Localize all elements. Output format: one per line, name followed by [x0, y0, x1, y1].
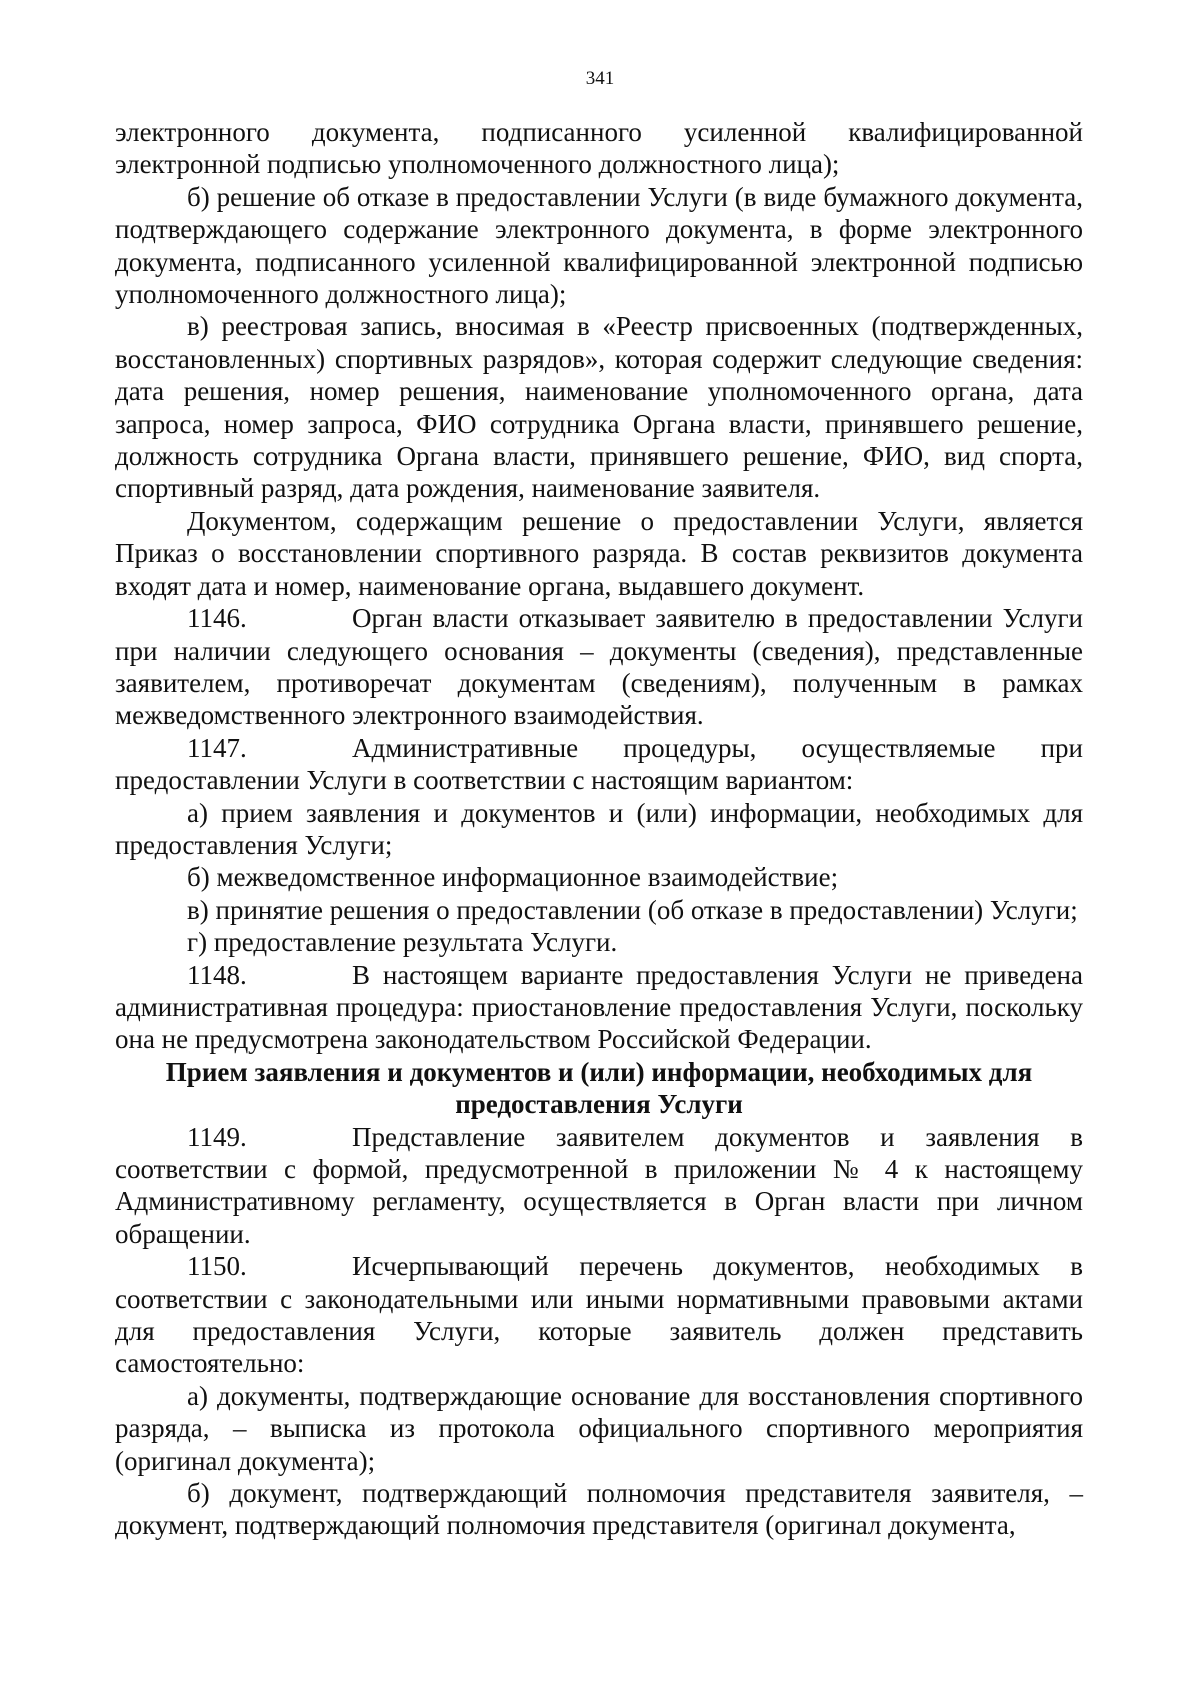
- paragraph-text: В настоящем варианте предоставления Услуги не приведена административная процедура: приостановление предоставления Услуги, поскольку она не предусмотрена законодательством Российской Федерации.: [115, 959, 1083, 1055]
- paragraph-number: 1150.: [187, 1251, 247, 1282]
- numbered-paragraph: [115, 1121, 1083, 1251]
- paragraph: а) прием заявления и документов и (или) информации, необходимых для предоставления Услуги;: [115, 797, 1083, 860]
- paragraph-text: Административные процедуры, осуществляемые при предоставлении Услуги в соответствии с настоящим вариантом:: [115, 732, 1083, 796]
- document-body: [115, 116, 1083, 1542]
- paragraph-number: 1146.: [187, 603, 247, 634]
- top-paragraphs: [115, 116, 1083, 1056]
- numbered-paragraph: [115, 732, 1083, 797]
- paragraph-number: 1148.: [187, 959, 247, 990]
- numbered-paragraph: [115, 602, 1083, 732]
- paragraph-text: Представление заявителем документов и заявления в соответствии с формой, предусмотренной в приложении № 4 к настоящему Административному регламенту, осуществляется в Орган власти при личном обращении.: [115, 1121, 1083, 1249]
- paragraph: в) реестровая запись, вносимая в «Реестр присвоенных (подтвержденных, восстановленных) спортивных разрядов», которая содержит следующие сведения: дата решения, номер решения, наименование уполномоченного органа, дата запроса, номер запроса, ФИО сотрудника Органа власти, принявшего решение, должность сотрудника Органа власти, принявшего решение, ФИО, вид спорта, спортивный разряд, дата рождения, наименование заявителя.: [115, 311, 1083, 504]
- bottom-paragraphs: [115, 1121, 1083, 1542]
- paragraph-text: Исчерпывающий перечень документов, необходимых в соответствии с законодательными или иными нормативными правовыми актами для предоставления Услуги, которые заявитель должен представить самостоятельно:: [115, 1251, 1083, 1379]
- paragraph: б) документ, подтверждающий полномочия представителя заявителя, – документ, подтверждающий полномочия представителя (оригинал документа,: [115, 1478, 1083, 1541]
- section-heading: Прием заявления и документов и (или) информации, необходимых для предоставления Услуги: [165, 1056, 1033, 1120]
- numbered-paragraph: [115, 1250, 1083, 1380]
- paragraph-number: 1147.: [187, 732, 247, 763]
- paragraph: б) межведомственное информационное взаимодействие;: [187, 862, 839, 893]
- paragraph: а) документы, подтверждающие основание для восстановления спортивного разряда, – выписка из протокола официального спортивного мероприятия (оригинал документа);: [115, 1380, 1083, 1476]
- numbered-paragraph: [115, 959, 1083, 1056]
- paragraph: Документом, содержащим решение о предоставлении Услуги, является Приказ о восстановлении спортивного разряда. В состав реквизитов документа входят дата и номер, наименование органа, выдавшего документ.: [115, 505, 1083, 601]
- paragraph: в) принятие решения о предоставлении (об отказе в предоставлении) Услуги;: [187, 894, 1078, 925]
- paragraph-number: 1149.: [187, 1121, 247, 1152]
- paragraph: б) решение об отказе в предоставлении Услуги (в виде бумажного документа, подтверждающего содержание электронного документа, в форме электронного документа, подписанного усиленной квалифицированной электронной подписью уполномоченного должностного лица);: [115, 181, 1083, 310]
- paragraph: электронного документа, подписанного усиленной квалифицированной электронной подписью уполномоченного должностного лица);: [115, 117, 1083, 180]
- page-number: 341: [585, 68, 615, 89]
- paragraph: г) предоставление результата Услуги.: [187, 927, 618, 958]
- paragraph-text: Орган власти отказывает заявителю в предоставлении Услуги при наличии следующего основания – документы (сведения), представленные заявителем, противоречат документам (сведениям), полученным в рамках межведомственного электронного взаимодействия.: [115, 603, 1083, 731]
